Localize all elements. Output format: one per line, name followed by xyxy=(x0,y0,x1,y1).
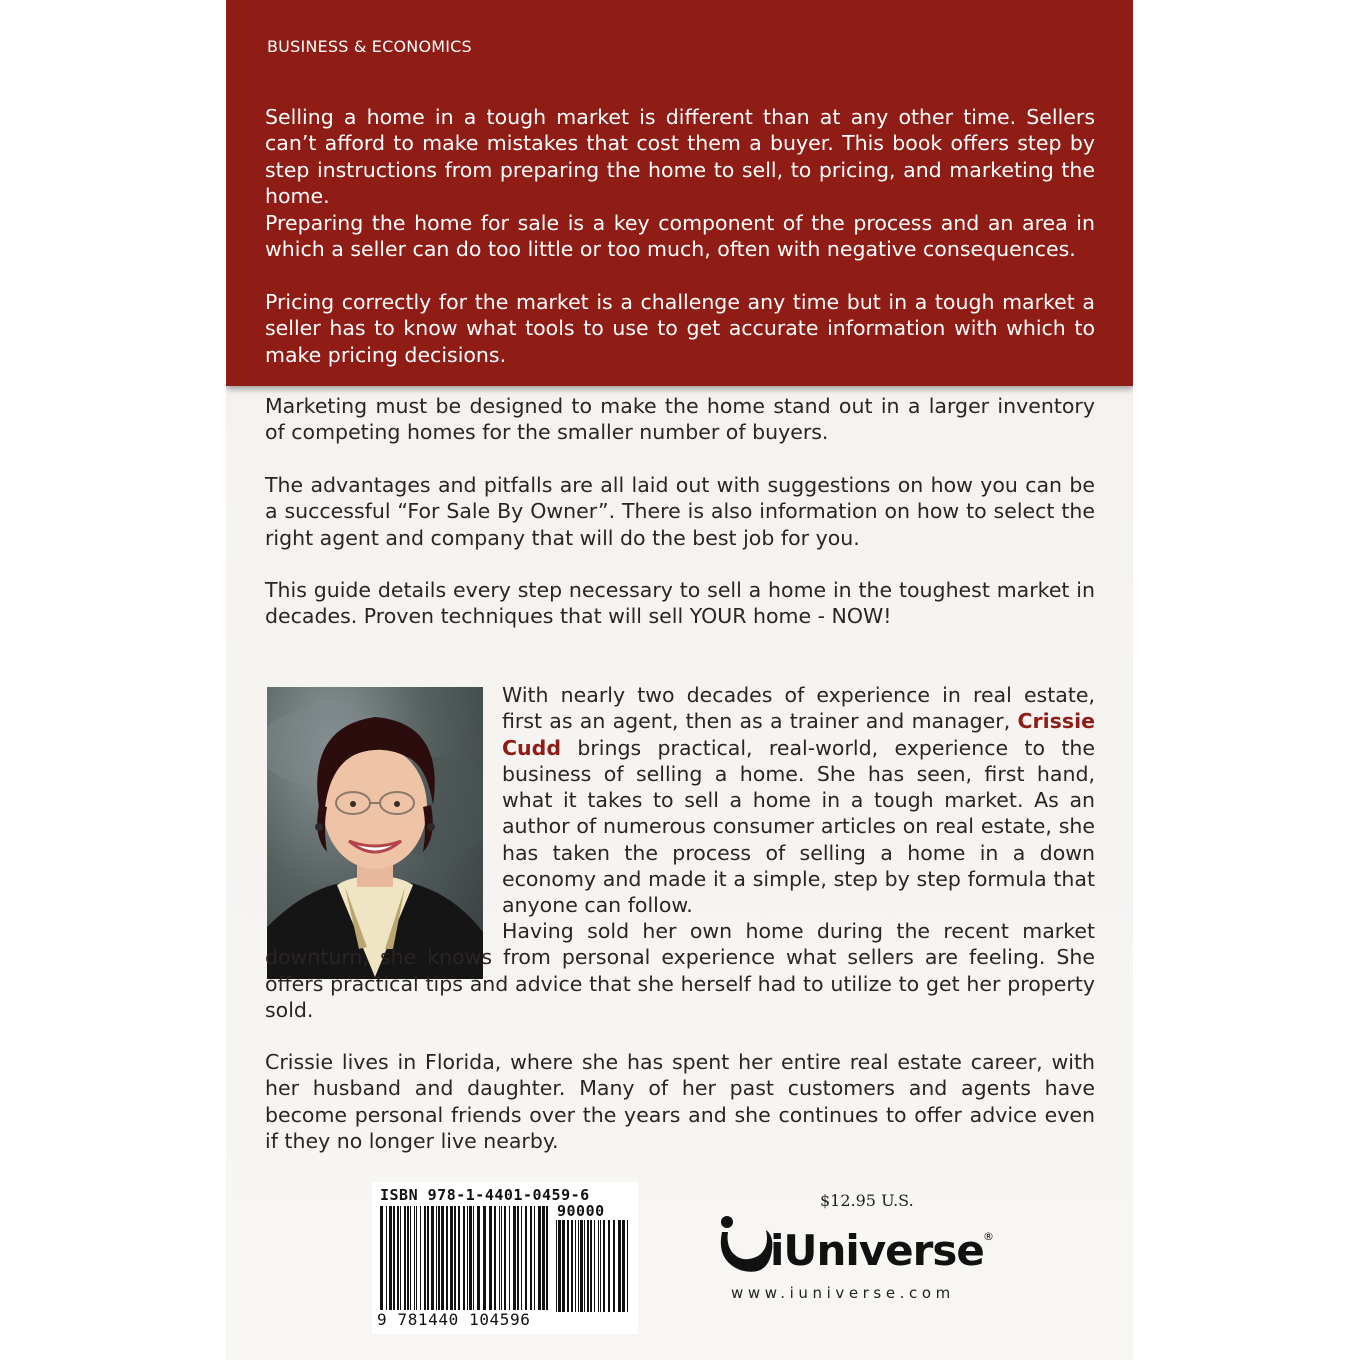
barcode-bar xyxy=(424,1206,426,1310)
barcode-bar xyxy=(469,1206,472,1310)
barcode-bar xyxy=(509,1206,510,1310)
barcode-bar xyxy=(546,1206,548,1310)
barcode-bar xyxy=(558,1220,561,1312)
barcode-bar xyxy=(571,1220,573,1312)
barcode-price-code: 90000 xyxy=(557,1202,605,1220)
barcode-bar xyxy=(525,1206,527,1310)
barcode-bar xyxy=(454,1206,456,1310)
author-bio-paragraph-2: Having sold her own home during the recent market downturn, she knows from personal experience what sellers are feeling. She offers practical tips and advice that she herself had to utilize to get her property sold. xyxy=(265,919,1095,1022)
barcode-bar xyxy=(556,1220,557,1312)
barcode-bar xyxy=(575,1220,576,1312)
barcode-bar xyxy=(517,1206,519,1310)
barcode-bar xyxy=(587,1220,589,1312)
barcode-bar xyxy=(438,1206,440,1310)
barcode-bar xyxy=(389,1206,392,1310)
book-price: $12.95 U.S. xyxy=(820,1191,914,1210)
barcode-bar xyxy=(420,1206,421,1310)
author-name: Crissie Cudd xyxy=(502,709,1095,760)
barcode-bar xyxy=(386,1206,387,1310)
author-bio-paragraph-3: Crissie lives in Florida, where she has spent her entire real estate career, with her husband and daughter. Many of her past customers and agents have become personal friends over the years and she continues to offer advice even if they no longer live nearby. xyxy=(265,1050,1095,1153)
barcode-bar xyxy=(431,1206,434,1310)
category-label: BUSINESS & ECONOMICS xyxy=(267,37,472,56)
barcode-bar xyxy=(590,1220,592,1312)
barcode-bar xyxy=(477,1206,480,1310)
barcode-bar xyxy=(567,1220,569,1312)
isbn-barcode xyxy=(372,1182,638,1334)
body-paragraph-1: Marketing must be designed to make the home stand out in a larger inventory of competing homes for the smaller number of buyers. xyxy=(265,394,1095,445)
barcode-bar xyxy=(494,1206,496,1310)
barcode-bar xyxy=(608,1220,610,1312)
barcode-bar xyxy=(446,1206,448,1310)
band-paragraph-2: Preparing the home for sale is a key component of the process and an area in which a seller can do too little or too much, often with negative consequences. xyxy=(265,211,1095,262)
barcode-bar xyxy=(473,1206,474,1310)
barcode-bar xyxy=(489,1206,492,1310)
barcode-bar xyxy=(467,1206,468,1310)
barcode-bar xyxy=(530,1206,532,1310)
author-bio-continued: brings practical, real-world, experience to the business of selling a home. She has seen, first hand, what it takes to sell a home in a tough market. As an author of numerous consumer articles on real estate, she has taken the process of selling a home in a down economy and made it a simple, step by step formula that anyone can follow. xyxy=(502,735,1095,918)
publisher-name: iUniverse xyxy=(770,1226,984,1275)
barcode-bar xyxy=(499,1206,500,1310)
barcode-bar xyxy=(501,1206,502,1310)
barcode-bar xyxy=(534,1206,535,1310)
barcode-bar xyxy=(380,1206,383,1310)
isbn-label: ISBN 978-1-4401-0459-6 xyxy=(380,1186,590,1204)
barcode-bars-icon xyxy=(380,1206,548,1310)
barcode-bar xyxy=(427,1206,429,1310)
barcode-number: 9 781440 104596 xyxy=(377,1310,531,1329)
barcode-bar xyxy=(483,1206,486,1310)
barcode-bar xyxy=(603,1220,605,1312)
barcode-bar xyxy=(397,1206,399,1310)
barcode-bar xyxy=(410,1206,411,1310)
barcode-addon-bars-icon xyxy=(556,1220,628,1312)
body-paragraph-3: This guide details every step necessary to sell a home in the toughest market in decades. Proven techniques that will sell YOUR home - NOW! xyxy=(265,578,1095,629)
body-paragraph-2: The advantages and pitfalls are all laid out with suggestions on how you can be a successful “For Sale By Owner”. There is also information on how to select the right agent and company that will do the best job for you. xyxy=(265,473,1095,550)
barcode-bar xyxy=(594,1220,595,1312)
barcode-bar xyxy=(578,1220,579,1312)
barcode-bar xyxy=(414,1206,415,1310)
barcode-bar xyxy=(450,1206,453,1310)
barcode-bar xyxy=(613,1220,615,1312)
barcode-bar xyxy=(436,1206,437,1310)
barcode-bar xyxy=(458,1206,460,1310)
barcode-bar xyxy=(513,1206,516,1310)
band-paragraph-1: Selling a home in a tough market is different than at any other time. Sellers can’t afford to make mistakes that cost them a buyer. This book offers step by step instructions from preparing the home to sell, to pricing, and marketing the home. xyxy=(265,105,1095,208)
barcode-bar xyxy=(542,1206,545,1310)
barcode-bar xyxy=(538,1206,541,1310)
barcode-bar xyxy=(627,1220,628,1312)
registered-mark: ® xyxy=(983,1230,994,1243)
barcode-bar xyxy=(598,1220,599,1312)
barcode-bar xyxy=(622,1220,625,1312)
author-bio-paragraph-1 xyxy=(502,682,1095,919)
barcode-bar xyxy=(584,1220,585,1312)
barcode-bar xyxy=(504,1206,506,1310)
barcode-bar xyxy=(393,1206,395,1310)
barcode-bar xyxy=(441,1206,444,1310)
barcode-bar xyxy=(580,1220,583,1312)
barcode-bar xyxy=(618,1220,621,1312)
barcode-bar xyxy=(400,1206,401,1310)
barcode-bar xyxy=(404,1206,406,1310)
band-paragraph-3: Pricing correctly for the market is a challenge any time but in a tough market a seller has to know what tools to use to get accurate information with which to make pricing decisions. xyxy=(265,290,1095,367)
author-bio-intro: With nearly two decades of experience in real estate, first as an agent, then as a trainer and manager, xyxy=(502,683,1095,734)
red-header-band xyxy=(226,0,1133,386)
barcode-bar xyxy=(463,1206,465,1310)
book-back-cover xyxy=(226,0,1133,1360)
publisher-url: www.iuniverse.com xyxy=(731,1284,955,1302)
barcode-bar xyxy=(562,1220,565,1312)
barcode-bar xyxy=(407,1206,409,1310)
barcode-bar xyxy=(521,1206,522,1310)
barcode-bar xyxy=(416,1206,417,1310)
barcode-bar xyxy=(600,1220,601,1312)
